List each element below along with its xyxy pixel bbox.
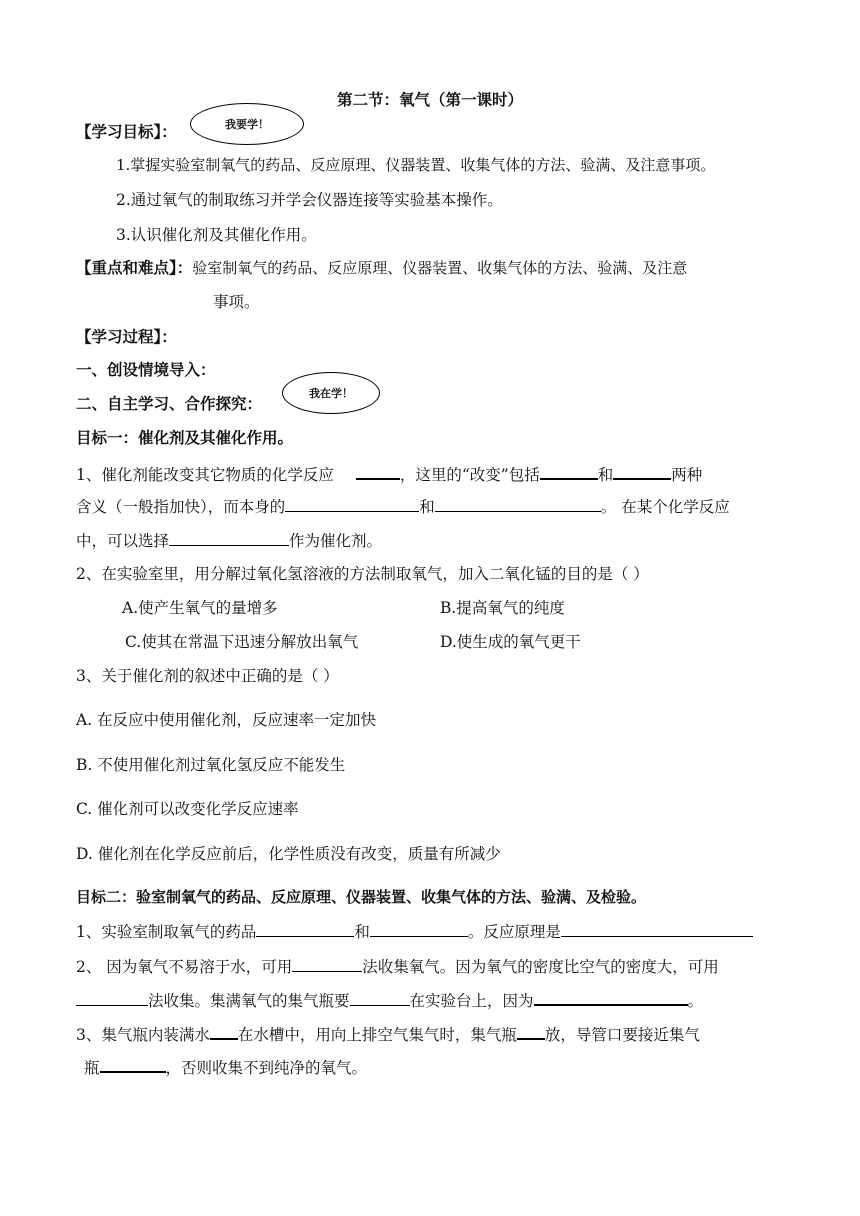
answer-blank[interactable] — [100, 1055, 166, 1073]
goal1-q1-text-h: 中，可以选择 — [76, 532, 170, 550]
goal2-q2-text-a: 2、 因为氧气不易溶于水，可用 — [76, 958, 293, 976]
goal1-q2-option-d: D.使生成的氧气更干 — [440, 633, 581, 651]
key-points-heading: 【重点和难点】： — [76, 259, 193, 277]
answer-blank[interactable] — [356, 462, 400, 480]
goal1-q1-text-f: 和 — [419, 498, 435, 516]
goal1-q1-text-d: 两种 — [671, 466, 703, 484]
answer-blank[interactable] — [169, 529, 289, 546]
goal1-q1-line1 — [76, 462, 702, 486]
goal1-heading: 目标一：催化剂及其催化作用。 — [76, 429, 294, 447]
goal1-q1-text-c: 和 — [597, 466, 614, 484]
answer-blank[interactable] — [517, 1022, 545, 1040]
answer-blank[interactable] — [540, 462, 598, 480]
goal2-q2-line2 — [76, 988, 703, 1012]
answer-blank[interactable] — [561, 920, 753, 937]
goal1-q1-text-e: 含义（一般指加快），而本身的 — [76, 498, 286, 516]
answer-blank[interactable] — [292, 955, 362, 972]
goal1-q3-option-c: C. 催化剂可以改变化学反应速率 — [76, 800, 299, 818]
goal1-q2-option-b: B.提高氧气的纯度 — [440, 599, 565, 617]
goal1-q2-option-c: C.使其在常温下迅速分解放出氧气 — [125, 633, 359, 651]
page-title: 第二节：氧气（第一课时） — [336, 91, 523, 109]
goal2-q2-text-c: 法收集。集满氧气的集气瓶要 — [148, 992, 350, 1010]
badge-learn-goal: 我要学！ — [190, 103, 304, 145]
answer-blank[interactable] — [210, 1022, 238, 1040]
goal1-q2-option-a: A.使产生氧气的量增多 — [122, 599, 278, 617]
goal2-q2-text-d: 在实验台上，因为 — [409, 992, 534, 1010]
goal2-q3-text-e: ，否则收集不到纯净的氧气。 — [165, 1059, 368, 1077]
answer-blank[interactable] — [613, 462, 671, 480]
goal2-q3-line2 — [84, 1055, 367, 1079]
key-points-text: 验室制氧气的药品、反应原理、仪器装置、收集气体的方法、验满、及注意 — [192, 259, 688, 277]
goal2-q1 — [76, 920, 753, 943]
answer-blank[interactable] — [285, 495, 419, 512]
process-heading: 【学习过程】： — [76, 328, 177, 346]
objective-item-3: 3.认识催化剂及其催化作用。 — [116, 226, 317, 244]
goal1-q2-stem: 2、在实验室里，用分解过氧化氢溶液的方法制取氧气，加入二氧化锰的目的是（ ） — [76, 565, 649, 583]
goal1-q3-option-b: B. 不使用催化剂过氧化氢反应不能发生 — [76, 756, 346, 774]
goal1-q1-text-a: 1、催化剂能改变其它物质的化学反应 — [76, 466, 334, 484]
goal1-q3-stem: 3、关于催化剂的叙述中正确的是（ ） — [76, 667, 339, 685]
goal2-q1-text-c: 。反应原理是 — [467, 923, 561, 941]
section-1: 一、创设情境导入： — [76, 361, 216, 379]
goal2-heading: 目标二：验室制氧气的药品、反应原理、仪器装置、收集气体的方法、验满、及检验。 — [76, 888, 647, 906]
answer-blank[interactable] — [76, 989, 148, 1006]
goal2-q1-text-b: 和 — [354, 923, 370, 941]
goal1-q1-text-g: 。 在某个化学反应 — [600, 498, 730, 516]
goal2-q3-text-b: 在水槽中，用向上排空气集气时，集气瓶 — [237, 1026, 517, 1044]
answer-blank[interactable] — [350, 989, 410, 1006]
goal2-q1-text-a: 1、实验室制取氧气的药品 — [76, 923, 257, 941]
answer-blank[interactable] — [435, 495, 601, 512]
goal1-q1-text-i: 作为催化剂。 — [289, 532, 383, 550]
answer-blank[interactable] — [256, 920, 354, 937]
goal2-q2-text-b: 法收集氧气。因为氧气的密度比空气的密度大，可用 — [362, 958, 719, 976]
goal2-q3-line1 — [76, 1022, 700, 1046]
objective-item-1: 1.掌握实验室制氧气的药品、反应原理、仪器装置、收集气体的方法、验满、及注意事项。 — [116, 156, 716, 174]
goal2-q3-text-c: 放，导管口要接近集气 — [544, 1026, 700, 1044]
goal2-q3-text-d: 瓶 — [84, 1059, 100, 1077]
objective-item-2: 2.通过氧气的制取练习并学会仪器连接等实验基本操作。 — [116, 191, 503, 209]
goal2-q2-text-e: 。 — [687, 992, 704, 1010]
section-2: 二、自主学习、合作探究： — [76, 395, 263, 413]
objectives-heading: 【学习目标】： — [76, 123, 177, 141]
badge-learning: 我在学！ — [282, 372, 380, 414]
key-points — [76, 257, 687, 279]
key-points-line2: 事项。 — [213, 293, 260, 311]
goal1-q1-line3 — [76, 529, 382, 552]
goal1-q1-line2 — [76, 495, 730, 518]
goal2-q2-line1 — [76, 955, 719, 978]
answer-blank[interactable] — [370, 920, 468, 937]
goal2-q3-text-a: 3、集气瓶内装满水 — [76, 1026, 210, 1044]
goal1-q3-option-a: A. 在反应中使用催化剂，反应速率一定加快 — [76, 711, 377, 729]
goal1-q3-option-d: D. 催化剂在化学反应前后，化学性质没有改变，质量有所减少 — [76, 845, 501, 863]
goal1-q1-text-b: ，这里的“改变”包括 — [399, 466, 540, 484]
answer-blank[interactable] — [534, 988, 688, 1006]
